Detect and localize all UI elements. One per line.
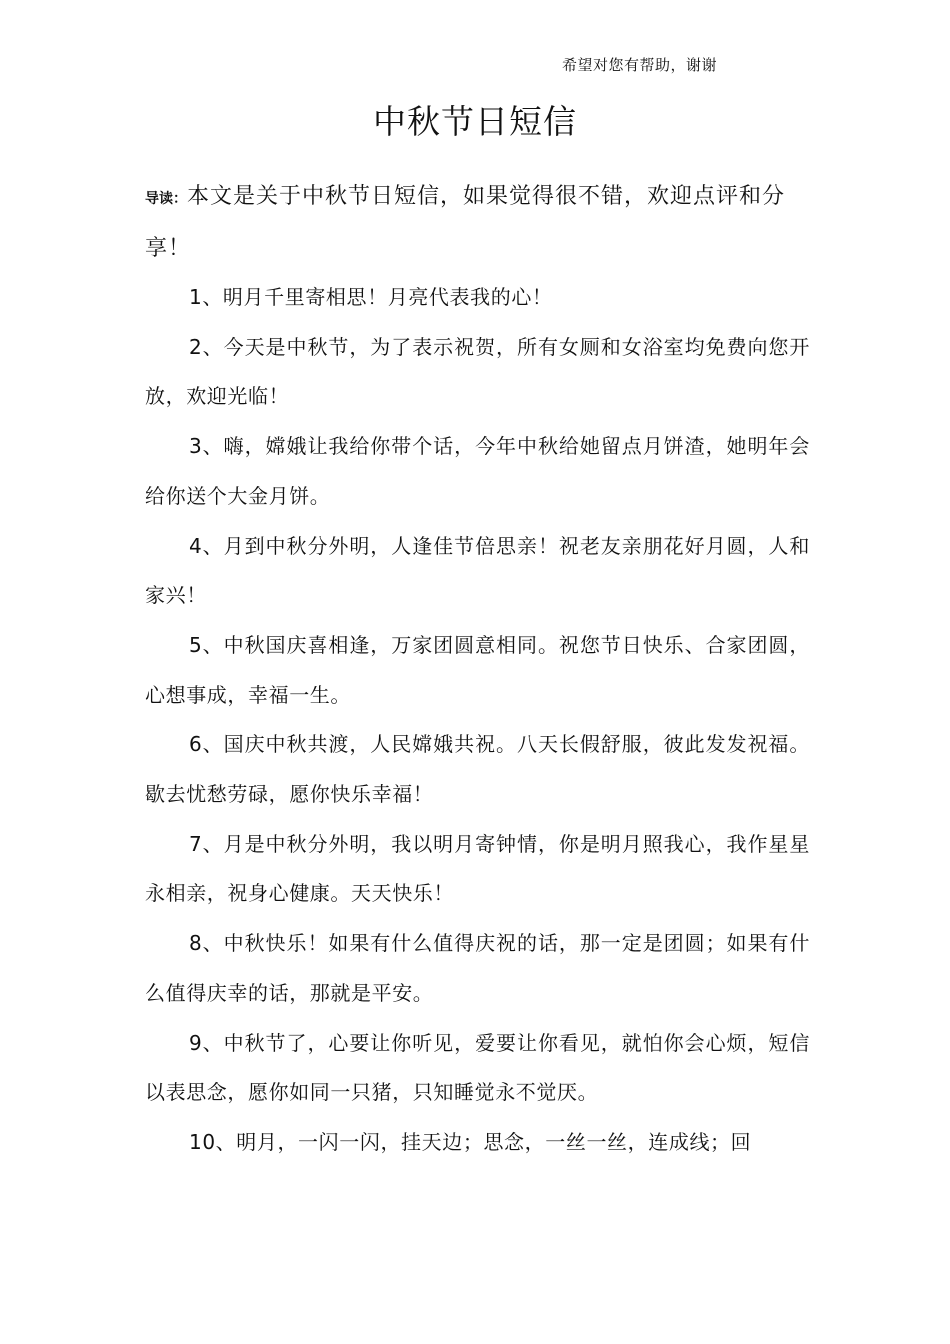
sms-paragraph-7: 7、月是中秋分外明，我以明月寄钟情，你是明月照我心，我作星星永相亲，祝身心健康。天天快乐！ — [145, 831, 810, 906]
sms-paragraph-8: 8、中秋快乐！如果有什么值得庆祝的话，那一定是团圆；如果有什么值得庆幸的话，那就是平安。 — [145, 931, 810, 1005]
sms-paragraph-5: 5、中秋国庆喜相逢，万家团圆意相同。祝您节日快乐、合家团圆，心想事成，幸福一生。 — [145, 632, 810, 707]
sms-paragraph-9: 9、中秋节了，心要让你听见，爱要让你看见，就怕你会心烦，短信以表思念，愿你如同一只猪，只知睡觉永不觉厌。 — [145, 1030, 810, 1105]
sms-paragraph-6: 6、国庆中秋共渡，人民嫦娥共祝。八天长假舒服，彼此发发祝福。歇去忧愁劳碌，愿你快乐幸福！ — [145, 732, 810, 807]
document-body — [145, 172, 810, 1168]
intro-paragraph — [145, 172, 810, 273]
intro-text: 本文是关于中秋节日短信，如果觉得很不错，欢迎点评和分享！ — [145, 184, 786, 261]
sms-paragraph-3: 3、嗨，嫦娥让我给你带个话，今年中秋给她留点月饼渣，她明年会给你送个大金月饼。 — [145, 434, 810, 508]
sms-paragraph-10: 10、明月，一闪一闪，挂天边；思念，一丝一丝，连成线；回 — [189, 1129, 752, 1154]
sms-paragraph-2: 2、今天是中秋节，为了表示祝贺，所有女厕和女浴室均免费向您开放，欢迎光临！ — [145, 334, 810, 409]
intro-label: 导读： — [145, 191, 187, 207]
header-note: 希望对您有帮助，谢谢 — [562, 56, 718, 74]
sms-paragraph-4: 4、月到中秋分外明，人逢佳节倍思亲！祝老友亲朋花好月圆，人和家兴！ — [145, 533, 810, 608]
sms-paragraph-1: 1、明月千里寄相思！月亮代表我的心！ — [189, 285, 553, 309]
page-title: 中秋节日短信 — [373, 102, 577, 141]
